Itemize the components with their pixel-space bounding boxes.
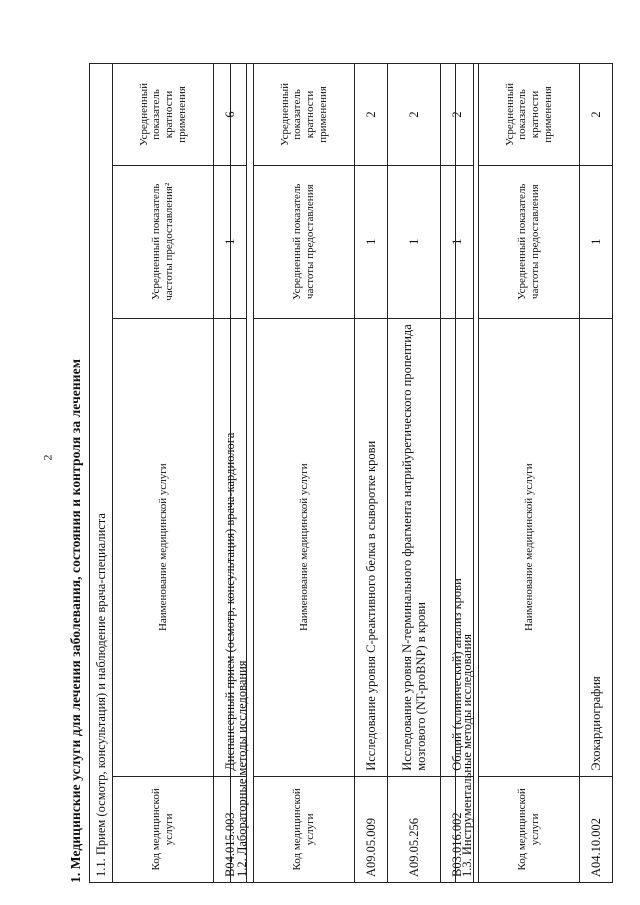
service-name: Исследование уровня C-реактивного белка в сыворотке крови (355, 318, 388, 776)
section-caption: 1.1. Прием (осмотр, консультация) и наблюдение врача-специалиста (90, 64, 113, 883)
header-multiplicity: Усредненный показатель кратности применения (479, 64, 580, 166)
service-multiplicity: 2 (388, 64, 441, 166)
service-code: A04.10.002 (580, 776, 613, 882)
service-code: A09.05.256 (388, 776, 441, 882)
page-number: 2 (40, 454, 55, 461)
service-frequency: 1 (355, 165, 388, 318)
header-name: Наименование медицинской услуги (479, 318, 580, 776)
header-name: Наименование медицинской услуги (113, 318, 214, 776)
header-code: Код медицинской услуги (479, 776, 580, 882)
header-frequency: Усредненный показатель частоты предоставления² (113, 165, 214, 318)
service-multiplicity: 2 (355, 64, 388, 166)
header-code: Код медицинской услуги (254, 776, 355, 882)
service-multiplicity: 6 (214, 64, 247, 166)
header-multiplicity: Усредненный показатель кратности применения (254, 64, 355, 166)
service-frequency: 1 (441, 165, 474, 318)
service-frequency: 1 (214, 165, 247, 318)
section-laboratory (230, 63, 474, 883)
table-row (355, 64, 388, 883)
table-row (580, 64, 613, 883)
service-frequency: 1 (580, 165, 613, 318)
service-code: A09.05.009 (355, 776, 388, 882)
service-code: B03.016.002 (441, 776, 474, 882)
section-caption: 1.2. Лабораторные методы исследования (231, 64, 254, 883)
services-table (89, 63, 247, 883)
header-frequency: Усредненный показатель частоты предоставления (479, 165, 580, 318)
service-code: B04.015.003 (214, 776, 247, 882)
service-name: Эхокардиография (580, 318, 613, 776)
header-name: Наименование медицинской услуги (254, 318, 355, 776)
rotated-page-content (65, 23, 635, 883)
section-caption: 1.3. Инструментальные методы исследования (456, 64, 479, 883)
service-frequency: 1 (388, 165, 441, 318)
table-row (388, 64, 441, 883)
service-name: Общий (клинический) анализ крови (441, 318, 474, 776)
document-title: 1. Медицинские услуги для лечения заболевания, состояния и контроля за лечением (68, 358, 83, 883)
service-multiplicity: 2 (441, 64, 474, 166)
header-code: Код медицинской услуги (113, 776, 214, 882)
section-consultation (89, 63, 247, 883)
services-table (455, 63, 613, 883)
services-table (230, 63, 474, 883)
service-name: Диспансерный прием (осмотр, консультация) врача-кардиолога (214, 318, 247, 776)
header-frequency: Усредненный показатель частоты предоставления (254, 165, 355, 318)
service-multiplicity: 2 (580, 64, 613, 166)
service-name: Исследование уровня N-терминального фрагмента натрийуретического пропептида мозгового (NT-proBNP) в крови (388, 318, 441, 776)
header-multiplicity: Усредненный показатель кратности применения (113, 64, 214, 166)
section-instrumental (455, 63, 613, 883)
